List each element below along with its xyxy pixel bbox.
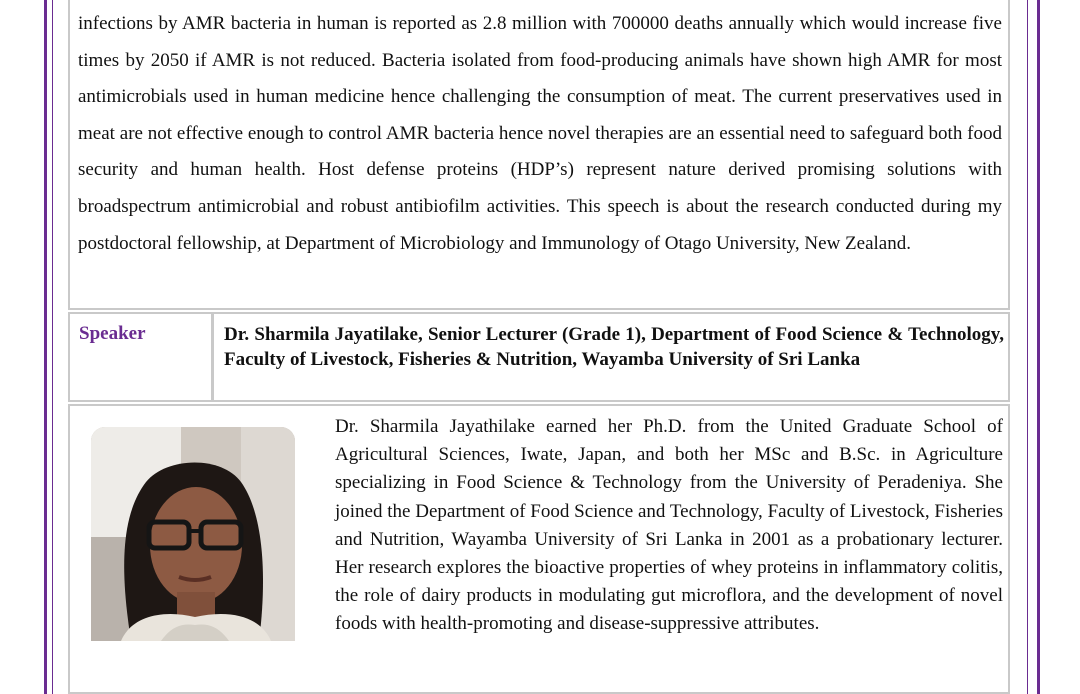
speaker-label: Speaker [79,323,146,344]
abstract-paragraph: infections by AMR bacteria in human is reported as 2.8 million with 700000 deaths annually which would increase five times by 2050 if AMR is not reduced. Bacteria isolated from food-producing animals have shown high AMR for most antimicrobials used in human medicine hence challenging the consumption of meat. The current preservatives used in meat are not effective enough to control AMR bacteria hence novel therapies are an essential need to safeguard both food security and human health. Host defense proteins (HDP’s) represent nature derived promising solutions with broadspectrum antimicrobial and robust antibiofilm activities. This speech is about the research conducted during my postdoctoral fellowship, at Department of Microbiology and Immunology of Otago University, New Zealand. [78,13,1002,254]
speaker-bio: Dr. Sharmila Jayathilake earned her Ph.D. from the United Graduate School of Agricultural Sciences, Iwate, Japan, and both her MSc and B.Sc. in Agriculture specializing in Food Science & Technology from the University of Peradeniya. She joined the Department of Food Science and Technology, Faculty of Livestock, Fisheries and Nutrition, Wayamba University of Sri Lanka in 2001 as a probationary lecturer. Her research explores the bioactive properties of whey proteins in inflammatory colitis, the role of dairy products in modulating gut microflora, and the development of novel foods with health-promoting and disease-suppressive attributes. [335,416,1003,635]
speaker-photo [91,427,295,641]
speaker-name: Dr. Sharmila Jayatilake, Senior Lecturer (Grade 1), Department of Food Science & Technology, Faculty of Livestock, Fisheries & Nutrition, Wayamba University of Sri Lanka [224,324,1004,370]
